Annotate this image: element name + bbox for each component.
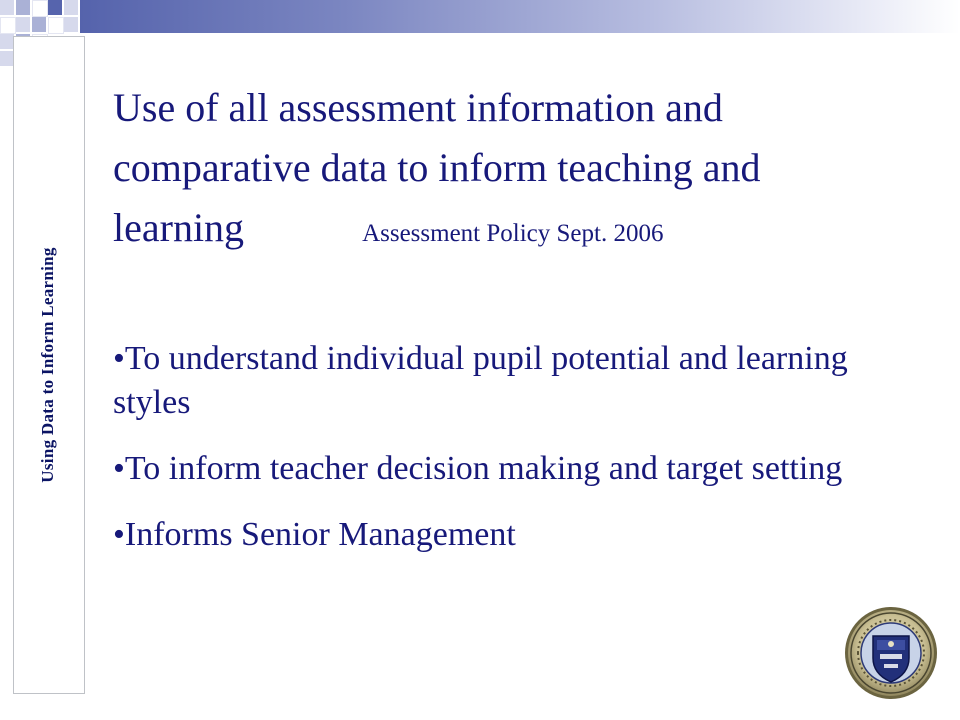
title-line-text: learning — [113, 205, 245, 250]
title-line: comparative data to inform teaching and — [113, 145, 761, 190]
corner-square-decoration — [0, 17, 16, 34]
title-source: Assessment Policy Sept. 2006 — [362, 220, 664, 247]
bullet-text: To understand individual pupil potential and learning styles — [113, 340, 848, 421]
corner-square-decoration — [0, 51, 14, 66]
corner-square-decoration — [48, 0, 62, 15]
bullet-text: Informs Senior Management — [124, 516, 516, 553]
bullet-marker: • — [113, 516, 125, 553]
corner-square-decoration — [32, 17, 46, 32]
slide-title — [113, 78, 913, 264]
corner-square-decoration — [32, 0, 48, 17]
corner-square-decoration — [0, 34, 14, 49]
bullet-text: To inform teacher decision making and target setting — [124, 450, 843, 487]
corner-square-decoration — [64, 17, 78, 32]
corner-square-decoration — [64, 0, 78, 15]
corner-square-decoration — [0, 0, 14, 15]
bullet-item — [113, 447, 923, 491]
title-line-3 — [113, 198, 913, 264]
corner-square-decoration — [16, 17, 30, 32]
corner-square-decoration — [48, 17, 64, 34]
bullet-item — [113, 513, 923, 557]
side-label: Using Data to Inform Learning — [38, 247, 57, 483]
bullet-list — [113, 337, 923, 579]
bullet-marker: • — [113, 450, 125, 487]
school-crest-icon — [844, 606, 938, 700]
title-line: Use of all assessment information and — [113, 85, 723, 130]
corner-square-decoration — [16, 0, 30, 15]
bullet-item — [113, 337, 923, 425]
header-bar — [80, 0, 960, 33]
bullet-marker: • — [113, 340, 125, 377]
